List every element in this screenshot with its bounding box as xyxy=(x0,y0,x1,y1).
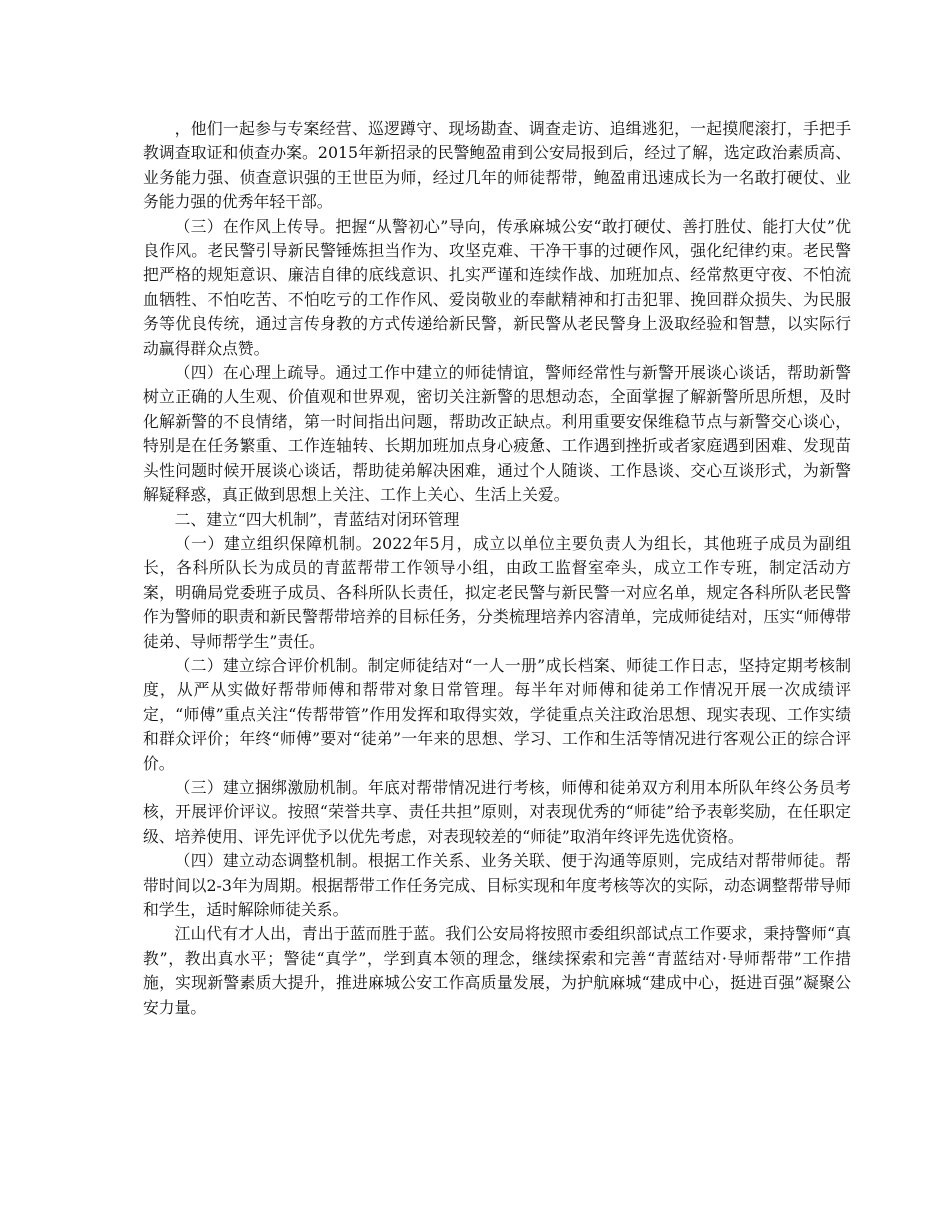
paragraph-conclusion: 江山代有才人出，青出于蓝而胜于蓝。我们公安局将按照市委组织部试点工作要求，秉持警师“真教”，教出真水平；警徒“真学”，学到真本领的理念，继续探索和完善“青蓝结对·导师帮带”工作措施，实现新警素质大提升，推进麻城公安工作高质量发展，为护航麻城“建成中心，挺进百强”凝聚公安力量。 xyxy=(143,924,851,1017)
paragraph-organization-mechanism: （一）建立组织保障机制。2022年5月，成立以单位主要负责人为组长，其他班子成员为副组长，各科所队长为成员的青蓝帮带工作领导小组，由政工监督室牵头，成立工作专班，制定活动方案，明确局党委班子成员、各科所队长责任，拟定老民警与新民警一对应名单，规定各科所队老民警作为警师的职责和新民警帮带培养的目标任务，分类梳理培养内容清单，完成师徒结对，压实“师傅带徒弟、导师帮学生”责任。 xyxy=(143,533,851,651)
document-page xyxy=(143,117,851,1020)
paragraph-psychological-guidance: （四）在心理上疏导。通过工作中建立的师徒情谊，警师经常性与新警开展谈心谈话，帮助新警树立正确的人生观、价值观和世界观，密切关注新警的思想动态，全面掌握了解新警所思所想，及时化解新警的不良情绪，第一时间指出问题，帮助改正缺点。利用重要安保维稳节点与新警交心谈心，特别是在任务繁重、工作连轴转、长期加班加点身心疲惫、工作遇到挫折或者家庭遇到困难、发现苗头性问题时候开展谈心谈话，帮助徒弟解决困难，通过个人随谈、工作恳谈、交心互谈形式，为新警解疑释惑，真正做到思想上关注、工作上关心、生活上关爱。 xyxy=(143,363,851,505)
section-heading-four-mechanisms: 二、建立“四大机制”，青蓝结对闭环管理 xyxy=(174,509,460,529)
paragraph-incentive-mechanism: （三）建立捆绑激励机制。年底对帮带情况进行考核，师傅和徒弟双方利用本所队年终公务员考核，开展评价评议。按照“荣誉共享、责任共担”原则，对表现优秀的“师徒”给予表彰奖励，在任职定级、培养使用、评先评优予以优先考虑，对表现较差的“师徒”取消年终评先选优资格。 xyxy=(143,777,851,846)
paragraph-mentoring-example: ，他们一起参与专案经营、巡逻蹲守、现场勘查、调查走访、追缉逃犯，一起摸爬滚打，手把手教调查取证和侦查办案。2015年新招录的民警鲍盈甫到公安局报到后，经过了解，选定政治素质高、业务能力强、侦查意识强的王世臣为师，经过几年的师徒帮带，鲍盈甫迅速成长为一名敢打硬仗、业务能力强的优秀年轻干部。 xyxy=(143,119,851,212)
paragraph-adjustment-mechanism: （四）建立动态调整机制。根据工作关系、业务关联、便于沟通等原则，完成结对帮带师徒。帮带时间以2-3年为周期。根据帮带工作任务完成、目标实现和年度考核等次的实际，动态调整帮带导师和学生，适时解除师徒关系。 xyxy=(143,851,851,919)
paragraph-evaluation-mechanism: （二）建立综合评价机制。制定师徒结对“一人一册”成长档案、师徒工作日志，坚持定期考核制度，从严从实做好帮带师傅和帮带对象日常管理。每半年对师傅和徒弟工作情况开展一次成绩评定，“师傅”重点关注“传帮带管”作用发挥和取得实效，学徒重点关注政治思想、现实表现、工作实绩和群众评价；年终“师傅”要对“徒弟”一年来的思想、学习、工作和生活等情况进行客观公正的综合评价。 xyxy=(143,655,851,773)
paragraph-work-style: （三）在作风上传导。把握“从警初心”导向，传承麻城公安“敢打硬仗、善打胜仗、能打大仗”优良作风。老民警引导新民警锤炼担当作为、攻坚克难、干净干事的过硬作风，强化纪律约束。老民警把严格的规矩意识、廉洁自律的底线意识、扎实严谨和连续作战、加班加点、经常熬更守夜、不怕流血牺牲、不怕吃苦、不怕吃亏的工作作风、爱岗敬业的奉献精神和打击犯罪、挽回群众损失、为民服务等优良传统，通过言传身教的方式传递给新民警，新民警从老民警身上汲取经验和智慧，以实际行动赢得群众点赞。 xyxy=(143,216,851,358)
